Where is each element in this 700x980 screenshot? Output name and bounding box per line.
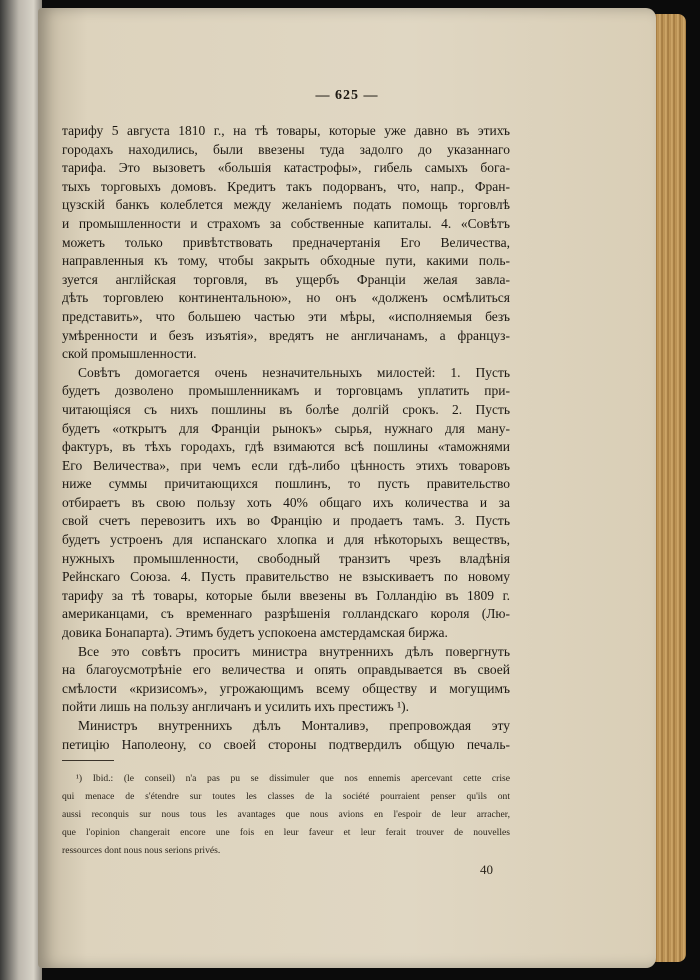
text-line: направленныя къ тому, чтобы закрыть обходные пути, какими поль- [62,253,510,269]
text-line: зуется англійская торговля, въ ущербъ Франціи желая завла- [62,271,510,287]
text-line: Его Величества», при чемъ если гдѣ-либо цѣнность этихъ товаровъ [62,457,510,473]
text-line: Министръ внутреннихъ дѣлъ Монталивэ, препровождая эту [78,718,510,733]
text-line: петицію Наполеону, со своей стороны подтвердилъ общую печаль- [62,736,510,752]
footnote-line: qui menace de s'étendre sur toutes les classes de la société pourraient penser qu'ils ont [62,791,510,802]
text-line: представить», что большею частью эти мѣры, «исполняемыя безъ [62,308,510,324]
text-line: фактуръ, въ тѣхъ городахъ, гдѣ взимаются всѣ пошлины «таможнями [62,439,510,455]
text-line: будетъ устроенъ для испанскаго хлопка и для нѣкоторыхъ веществъ, [62,532,510,548]
text-line: довика Бонапарта). Этимъ будетъ успокоена амстердамская биржа. [62,625,448,641]
body-text [62,122,510,754]
text-line: будетъ «открытъ для Франціи рынокъ» сырья, нужнаго для ману- [62,420,510,436]
text-line: цузскій банкъ колеблется между желаніемъ подать помощь торговлѣ [62,197,510,213]
text-line: нужныхъ промышленности, свободный транзитъ чрезъ владѣнія [62,550,510,566]
text-line: на благоусмотрѣніе его величества и опять оправдывается въ своей [62,662,510,678]
footnote-line: ressources dont nous nous serions privés. [62,845,221,856]
footnote-line: que l'opinion changerait encore une fois en leur faveur et leur ferait trouver de nouvelles [62,827,510,838]
text-line: тарифу за тѣ товары, которые были ввезены въ Голландію въ 1809 г. [62,587,510,603]
text-line: ниже суммы причитающихся пошлинъ, то пусть правительство [62,476,510,492]
footnote-line: aussi reconquis sur nous tous les avantages que nous avions en l'espoir de leur arracher, [62,809,510,820]
text-line: умѣренности и безъ изъятія», вредятъ не англичанамъ, а француз- [62,327,510,343]
text-line: свой счетъ перевозитъ ихъ во Францію и продаетъ тамъ. 3. Пусть [62,513,510,529]
text-line: американцами, съ временнаго разрѣшенія голландскаго короля (Лю- [62,606,510,622]
footnote-rule [62,760,114,761]
text-line: отбираетъ въ свою пользу хоть 40% общаго ихъ количества и за [62,494,510,510]
footnote [62,770,510,860]
text-line: Рейнскаго Союза. 4. Пусть правительство не взыскиваетъ по новому [62,569,510,585]
text-line: Все это совѣтъ проситъ министра внутреннихъ дѣлъ повергнуть [78,643,510,659]
page-number: — 625 — [315,88,379,103]
text-line: Совѣтъ домогается очень незначительныхъ милостей: 1. Пусть [78,364,510,380]
text-line: тарифа. Это вызоветъ «большія катастрофы», гибель самыхъ бога- [62,160,510,176]
text-line: смѣлости «кризисомъ», угрожающимъ всему обществу и могущимъ [62,680,510,696]
signature-mark: 40 [480,862,493,877]
left-page-edge [0,0,42,980]
text-line: ской промышленности. [62,346,197,362]
text-line: тыхъ торговыхъ домовъ. Кредитъ такъ подорванъ, что, напр., Фран- [62,178,510,194]
text-line: пойти лишь на пользу англичанъ и усилить ихъ престижъ ¹). [62,699,410,715]
text-line: и промышленности и страхомъ за собственные капиталы. 4. «Совѣтъ [62,215,510,231]
text-line: тарифу 5 августа 1810 г., на тѣ товары, которые уже давно въ этихъ [62,123,510,138]
text-line: читающіяся съ нихъ пошлины въ болѣе долгій срокъ. 2. Пусть [62,401,510,417]
text-line: городахъ находились, были ввезены туда задолго до указаннаго [62,141,510,157]
text-line: будетъ дозволено промышленникамъ и торговцамъ уплатить при- [62,383,510,399]
text-line: дѣть торговлею континентальною», но онъ «долженъ осмѣлиться [62,290,510,306]
footnote-line: ¹) Ibid.: (le conseil) n'a pas pu se dissimuler que nos ennemis apercevant cette crise [76,773,510,784]
text-line: можетъ только привѣтствовать предначертанія Его Величества, [62,234,510,250]
